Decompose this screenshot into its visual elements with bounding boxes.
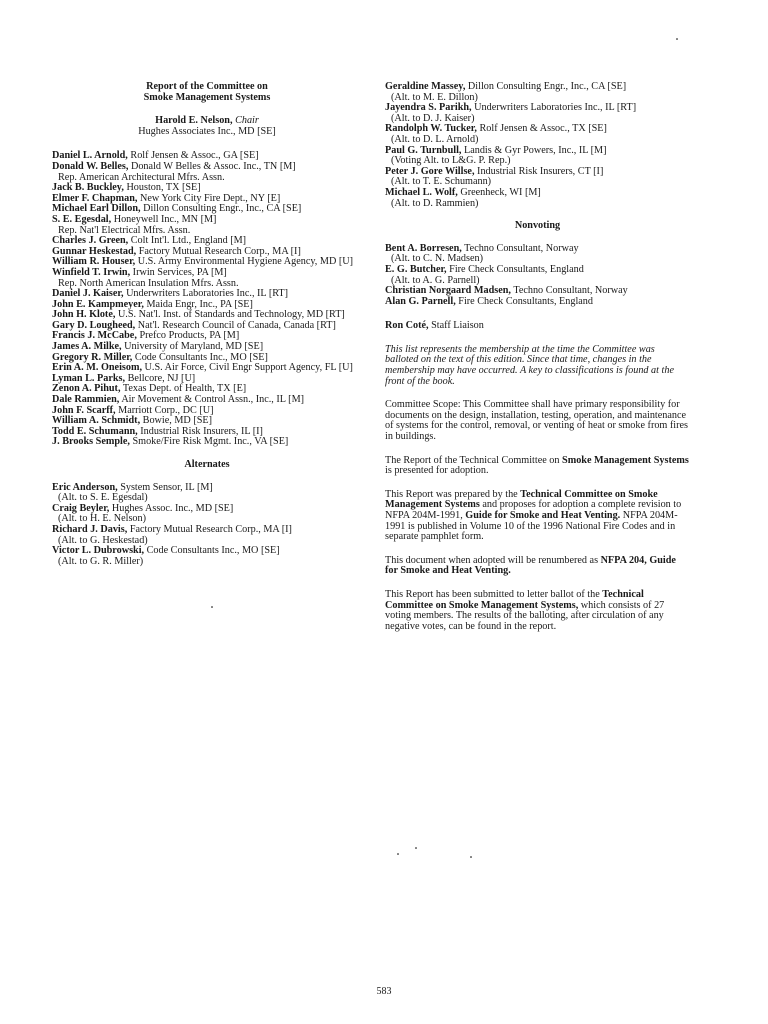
alternate-note: (Alt. to G. R. Miller) (58, 555, 144, 567)
member-name: John H. Klote, (52, 309, 116, 321)
staff-liaison (385, 321, 690, 332)
member-affiliation: Factory Mutual Research Corp., MA [I] (138, 245, 301, 257)
member-name: James A. Milke, (52, 341, 122, 353)
member-name: Zenon A. Pihut, (52, 383, 121, 395)
member-affiliation: Prefco Products, PA [M] (139, 330, 240, 342)
member-name: Francis J. McCabe, (52, 330, 137, 342)
alternate-entry (385, 146, 690, 167)
member-name: Daniel J. Kaiser, (52, 288, 124, 300)
member-name: Elmer F. Chapman, (52, 192, 138, 204)
member-affiliation: Industrial Risk Insurers, IL [I] (140, 425, 263, 437)
scan-speck (211, 606, 213, 608)
alternate-affiliation: Code Consultants Inc., MO [SE] (146, 545, 280, 557)
alternate-entry (385, 124, 690, 145)
page-number: 583 (376, 986, 392, 997)
member-affiliation: Smoke/Fire Risk Mgmt. Inc., VA [SE] (132, 436, 289, 448)
member-affiliation: Honeywell Inc., MN [M] (113, 213, 217, 225)
chair-name: Harold E. Nelson, (155, 115, 233, 127)
members-list (52, 151, 362, 448)
member-name: John E. Kampmeyer, (52, 298, 144, 310)
member-entry (52, 215, 362, 236)
member-name: Gary D. Lougheed, (52, 319, 136, 331)
member-affiliation: U.S. Army Environmental Hygiene Agency, MD [U] (137, 256, 353, 268)
alternates-heading: Alternates (184, 459, 230, 470)
nonvoting-entry (385, 265, 690, 286)
scan-speck (415, 847, 417, 849)
member-affiliation: Texas Dept. of Health, TX [E] (122, 383, 247, 395)
member-name: Todd E. Schumann, (52, 425, 138, 437)
nonvoting-list (385, 244, 690, 308)
alternate-affiliation: Greenheck, WI [M] (460, 186, 541, 198)
alternate-entry (52, 546, 362, 567)
alternate-entry (52, 483, 362, 504)
alternate-entry (385, 103, 690, 124)
member-affiliation: Nat'l. Research Council of Canada, Canada [RT] (137, 319, 336, 331)
member-affiliation: Donald W Belles & Assoc. Inc., TN [M] (130, 160, 296, 172)
alternate-name: Craig Beyler, (52, 502, 110, 514)
liaison-role: Staff Liaison (431, 320, 484, 332)
member-name: Lyman L. Parks, (52, 372, 126, 384)
member-name: Erin A. M. Oneisom, (52, 362, 142, 374)
member-affiliation: U.S. Nat'l. Inst. of Standards and Technology, MD [RT] (117, 309, 345, 321)
report-title: Report of the Committee on Smoke Management Systems (143, 81, 271, 103)
member-affiliation: Code Consultants Inc., MO [SE] (134, 351, 268, 363)
member-entry (52, 437, 362, 448)
member-note: Rep. American Architectural Mfrs. Assn. (58, 171, 225, 183)
scan-speck (397, 853, 399, 855)
member-name: S. E. Egesdal, (52, 213, 112, 225)
member-name: Winfield T. Irwin, (52, 266, 131, 278)
nonvoting-heading: Nonvoting (514, 220, 561, 232)
member-affiliation: Houston, TX [SE] (126, 182, 201, 194)
member-name: John F. Scarff, (52, 404, 116, 416)
alternate-entry (385, 188, 690, 209)
nonvoting-entry (385, 244, 690, 265)
alternate-name: Randolph W. Tucker, (385, 123, 477, 135)
member-name: Donald W. Belles, (52, 160, 129, 172)
member-affiliation: Marriott Corp., DC [U] (118, 404, 214, 416)
member-name: J. Brooks Semple, (52, 436, 130, 448)
nonvoting-name: Christian Norgaard Madsen, (385, 285, 511, 297)
member-name: Jack B. Buckley, (52, 182, 124, 194)
alternate-affiliation: Landis & Gyr Powers, Inc., IL [M] (464, 144, 607, 156)
chair-affiliation: Hughes Associates Inc., MD [SE] (138, 125, 276, 137)
alternate-entry (385, 82, 690, 103)
nonvoting-affiliation: Fire Check Consultants, England (458, 295, 593, 307)
alternate-affiliation: Factory Mutual Research Corp., MA [I] (129, 523, 292, 535)
member-entry (52, 268, 362, 289)
scan-speck (676, 38, 678, 40)
member-affiliation: New York City Fire Dept., NY [E] (140, 192, 281, 204)
alternate-note: (Alt. to H. E. Nelson) (58, 513, 146, 525)
report-presented-paragraph: The Report of the Technical Committee on Smoke Management Systems is presented for adoption. (385, 454, 689, 477)
alternate-name: Richard J. Davis, (52, 523, 128, 535)
member-affiliation: Colt Int'l. Ltd., England [M] (130, 235, 247, 247)
nonvoting-name: E. G. Butcher, (385, 263, 447, 275)
alternates-list-right (385, 82, 690, 209)
nonvoting-affiliation: Techno Consultant, Norway (464, 242, 579, 254)
right-column (385, 82, 690, 632)
alternate-note: (Alt. to T. E. Schumann) (391, 176, 492, 188)
alternate-note: (Voting Alt. to L&G. P. Rep.) (391, 155, 511, 167)
alternate-name: Paul G. Turnbull, (385, 144, 462, 156)
chair-role: Chair (235, 115, 259, 127)
member-name: Charles J. Green, (52, 235, 129, 247)
member-affiliation: Air Movement & Control Assn., Inc., IL [M] (121, 394, 305, 406)
member-name: Dale Rammien, (52, 394, 120, 406)
committee-scope: Committee Scope: This Committee shall have primary responsibility for documents on the design, installation, testing, operation, and maintenance of systems for the control, removal, or venting of heat or smoke from fires in buildings. (385, 399, 688, 443)
member-name: William A. Schmidt, (52, 415, 141, 427)
alternate-name: Peter J. Gore Willse, (385, 165, 475, 177)
member-affiliation: U.S. Air Force, Civil Engr Support Agency, FL [U] (144, 362, 353, 374)
member-affiliation: Dillon Consulting Engr., Inc., CA [SE] (143, 203, 302, 215)
nonvoting-note: (Alt. to C. N. Madsen) (391, 253, 483, 265)
alternate-affiliation: Hughes Assoc. Inc., MD [SE] (111, 502, 234, 514)
scan-speck (470, 856, 472, 858)
liaison-name: Ron Coté, (385, 320, 429, 332)
alternate-name: Victor L. Dubrowski, (52, 545, 145, 557)
alternate-affiliation: Industrial Risk Insurers, CT [I] (477, 165, 604, 177)
member-name: William R. Houser, (52, 256, 136, 268)
member-name: Daniel L. Arnold, (52, 150, 128, 162)
nonvoting-name: Alan G. Parnell, (385, 295, 456, 307)
alternate-name: Geraldine Massey, (385, 81, 466, 92)
alternate-note: (Alt. to G. Heskestad) (58, 534, 148, 546)
alternate-entry (385, 167, 690, 188)
alternate-note: (Alt. to M. E. Dillon) (391, 91, 478, 103)
chair-block (52, 116, 362, 137)
member-affiliation: Bowie, MD [SE] (142, 415, 212, 427)
member-entry (52, 162, 362, 183)
alternate-note: (Alt. to D. J. Kaiser) (391, 112, 475, 124)
member-affiliation: Rolf Jensen & Assoc., GA [SE] (130, 150, 259, 162)
alternate-name: Eric Anderson, (52, 481, 118, 493)
nonvoting-entry (385, 297, 690, 308)
member-name: Michael Earl Dillon, (52, 203, 141, 215)
nonvoting-name: Bent A. Borresen, (385, 242, 462, 254)
nonvoting-affiliation: Techno Consultant, Norway (513, 285, 628, 297)
nonvoting-note: (Alt. to A. G. Parnell) (391, 274, 480, 286)
membership-note: This list represents the membership at the time the Committee was balloted on the text of this edition. Since that time, changes in the membership may have occurred. A key to classifications is found at the front of the book. (385, 343, 674, 387)
member-note: Rep. North American Insulation Mfrs. Assn. (58, 277, 239, 289)
alternate-name: Jayendra S. Parikh, (385, 102, 472, 114)
member-affiliation: Irwin Services, PA [M] (132, 266, 227, 278)
alternate-affiliation: Dillon Consulting Engr., Inc., CA [SE] (467, 81, 627, 92)
member-name: Gregory R. Miller, (52, 351, 133, 363)
alternate-entry (52, 525, 362, 546)
renumbered-paragraph: This document when adopted will be renumbered as NFPA 204, Guide for Smoke and Heat Venting. (385, 554, 676, 577)
alternate-entry (52, 504, 362, 525)
ballot-paragraph: This Report has been submitted to letter ballot of the Technical Committee on Smoke Management Systems, which consists of 27 voting members. The results of the balloting, after circulation of any negative votes, can be found in the report. (385, 588, 665, 632)
member-affiliation: Bellcore, NJ [U] (127, 372, 196, 384)
member-note: Rep. Nat'l Electrical Mfrs. Assn. (58, 224, 191, 236)
alternate-affiliation: Rolf Jensen & Assoc., TX [SE] (479, 123, 607, 135)
alternates-list-left (52, 483, 362, 568)
member-name: Gunnar Heskestad, (52, 245, 137, 257)
report-prepared-paragraph: This Report was prepared by the Technical Committee on Smoke Management Systems and proposes for adoption a complete revision to NFPA 204M-1991, Guide for Smoke and Heat Venting. NFPA 204M-1991 is published in Volume 10 of the 1996 National Fire Codes and in separate pamphlet form. (385, 488, 682, 543)
alternate-affiliation: System Sensor, IL [M] (120, 481, 213, 493)
member-affiliation: Maida Engr, Inc., PA [SE] (146, 298, 253, 310)
alternate-note: (Alt. to D. Rammien) (391, 197, 479, 209)
left-column (52, 82, 362, 567)
member-affiliation: University of Maryland, MD [SE] (124, 341, 264, 353)
alternate-name: Michael L. Wolf, (385, 186, 458, 198)
alternate-note: (Alt. to S. E. Egesdal) (58, 492, 148, 504)
nonvoting-affiliation: Fire Check Consultants, England (449, 263, 584, 275)
alternate-note: (Alt. to D. L. Arnold) (391, 133, 479, 145)
member-affiliation: Underwriters Laboratories Inc., IL [RT] (126, 288, 289, 300)
alternate-affiliation: Underwriters Laboratories Inc., IL [RT] (474, 102, 637, 114)
